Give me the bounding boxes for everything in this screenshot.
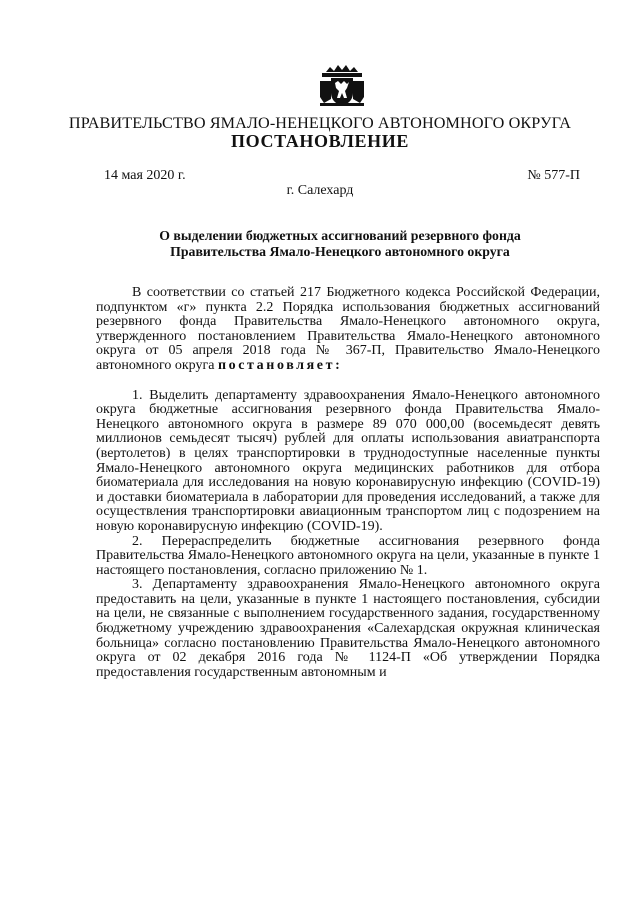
government-title: ПРАВИТЕЛЬСТВО ЯМАЛО-НЕНЕЦКОГО АВТОНОМНОГО ОКРУГА <box>68 114 572 132</box>
preamble-paragraph <box>96 286 600 374</box>
document-type-title: ПОСТАНОВЛЕНИЕ <box>231 131 409 151</box>
document-date: 14 мая 2020 г. <box>104 168 186 183</box>
clause-paragraph: 2. Перераспределить бюджетные ассигнования резервного фонда Правительства Ямало-Ненецкого автономного округа на цели, указанные в пункте 1 настоящего постановления, согласно приложению № 1. <box>96 533 600 578</box>
document-body <box>96 286 600 680</box>
coat-of-arms-icon <box>318 63 366 107</box>
subject-line: Правительства Ямало-Ненецкого автономного округа <box>170 243 510 259</box>
document-subject <box>96 228 584 259</box>
decree-word: постановляет: <box>217 357 343 373</box>
subject-line: О выделении бюджетных ассигнований резервного фонда <box>159 228 521 243</box>
clause-paragraph: 1. Выделить департаменту здравоохранения Ямало-Ненецкого автономного округа бюджетные ассигнования резервного фонда Правительства Ямало-Ненецкого автономного округа в размере 89 070 000,00 (восемьдесят девять миллионов семьдесят тысяч) рублей для оплаты использования авиатранспорта (вертолетов) в целях транспортировки в труднодоступные населенные пункты Ямало-Ненецкого автономного округа медицинских работников для отбора биоматериала для исследования на новую коронавирусную инфекцию (COVID-19) и доставки биоматериала в лаборатории для проведения исследований, а также для осуществления транспортировки авиационным транспортом лиц с подозрением на новую коронавирусную инфекцию (COVID-19). <box>96 387 600 534</box>
document-place: г. Салехард <box>286 183 354 198</box>
preamble-text: В соответствии со статьей 217 Бюджетного кодекса Российской Федерации, подпунктом «г» пункта 2.2 Порядка использования бюджетных ассигнований резервного фонда Правительства Ямало-Ненецкого автономного округа, утвержденного постановлением Правительства Ямало-Ненецкого автономного округа от 05 апреля 2018 года № 367-П, Правительство Ямало-Ненецкого автономного округа <box>96 285 600 373</box>
document-number: № 577-П <box>527 168 580 183</box>
clause-paragraph: 3. Департаменту здравоохранения Ямало-Ненецкого автономного округа предоставить на цели, указанные в пункте 1 настоящего постановления, субсидии на цели, не связанные с выполнением государственного задания, государственному бюджетному учреждению здравоохранения «Салехардская окружная клиническая больница» согласно постановлению Правительства Ямало-Ненецкого автономного округа от 02 декабря 2016 года № 1124-П «Об утверждении Порядка предоставления государственным автономным и <box>96 577 600 680</box>
